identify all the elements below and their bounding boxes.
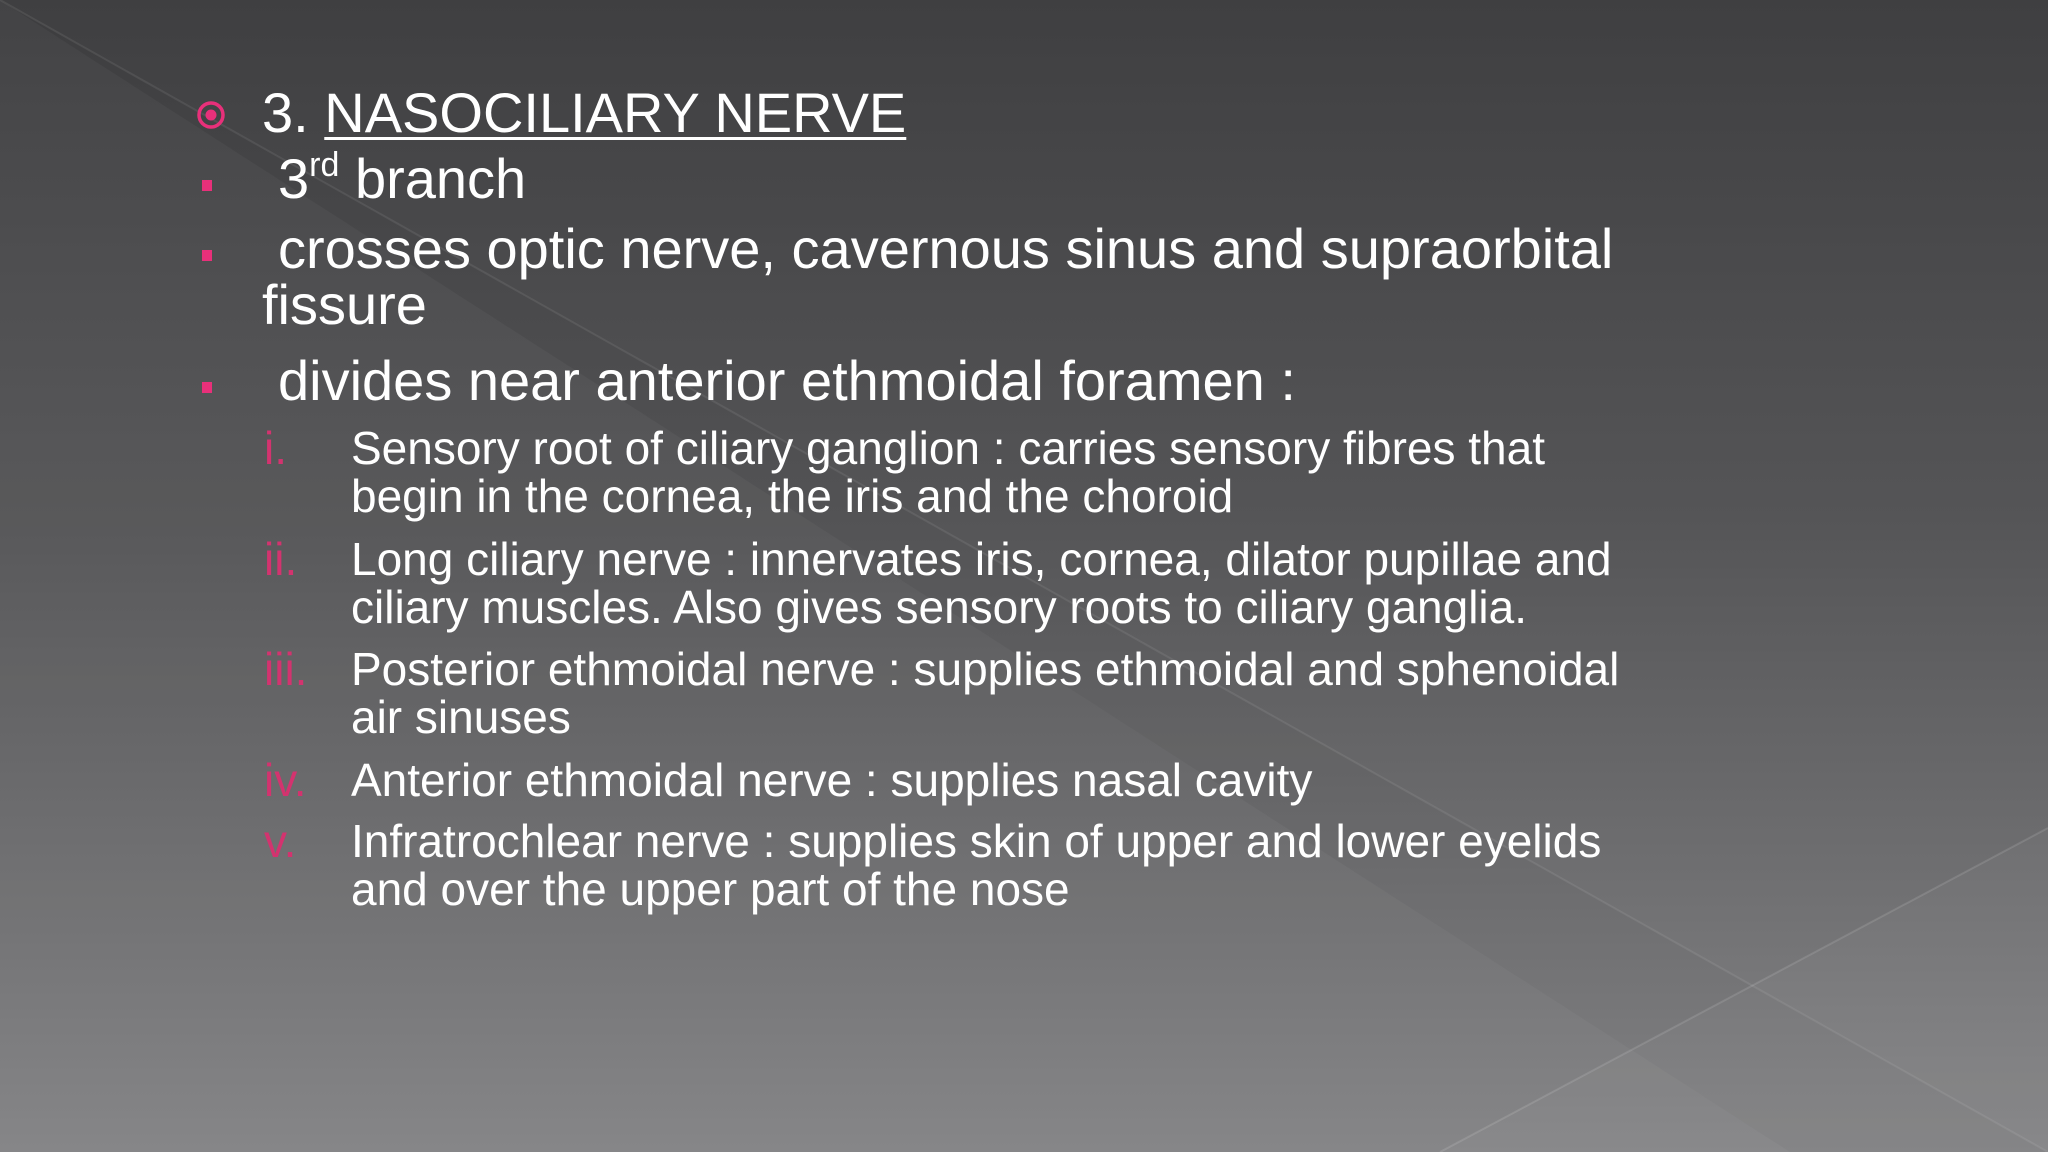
sub-item-text-line1: Infratrochlear nerve : supplies skin of upper and lower eyelids	[351, 815, 1602, 867]
sub-item-numeral: i.	[264, 422, 287, 474]
sub-item-text-line2: air sinuses	[351, 691, 571, 743]
sub-item-text-line1: Sensory root of ciliary ganglion : carries sensory fibres that	[351, 422, 1545, 474]
square-bullet-icon	[202, 250, 212, 261]
bullet-text-line2: fissure	[262, 273, 427, 336]
sub-item-text-line2: ciliary muscles. Also gives sensory roots to ciliary ganglia.	[351, 581, 1528, 633]
target-circle-icon	[196, 100, 226, 130]
sub-item-numeral: iii.	[264, 643, 308, 695]
sub-item-text-line2: and over the upper part of the nose	[351, 863, 1070, 915]
square-bullet-icon	[202, 382, 212, 393]
sub-item-numeral: v.	[264, 815, 297, 867]
bullet-text: divides near anterior ethmoidal foramen :	[278, 349, 1296, 412]
heading-number: 3.	[262, 81, 309, 144]
bullet-text: 3rd branch	[278, 146, 527, 210]
sub-item-text-line2: begin in the cornea, the iris and the choroid	[351, 470, 1234, 522]
sub-item-numeral: iv.	[264, 754, 307, 806]
heading-text	[262, 80, 906, 146]
sub-item-text-line1: Anterior ethmoidal nerve : supplies nasal cavity	[351, 754, 1313, 806]
sub-item-text-line1: Long ciliary nerve : innervates iris, cornea, dilator pupillae and	[351, 533, 1612, 585]
square-bullet-icon	[202, 180, 212, 191]
sub-item-text-line1: Posterior ethmoidal nerve : supplies ethmoidal and sphenoidal	[351, 643, 1620, 695]
heading-title: NASOCILIARY NERVE	[324, 81, 907, 144]
sub-item-numeral: ii.	[264, 533, 298, 585]
bullet-text-line1: crosses optic nerve, cavernous sinus and supraorbital	[278, 217, 1614, 280]
